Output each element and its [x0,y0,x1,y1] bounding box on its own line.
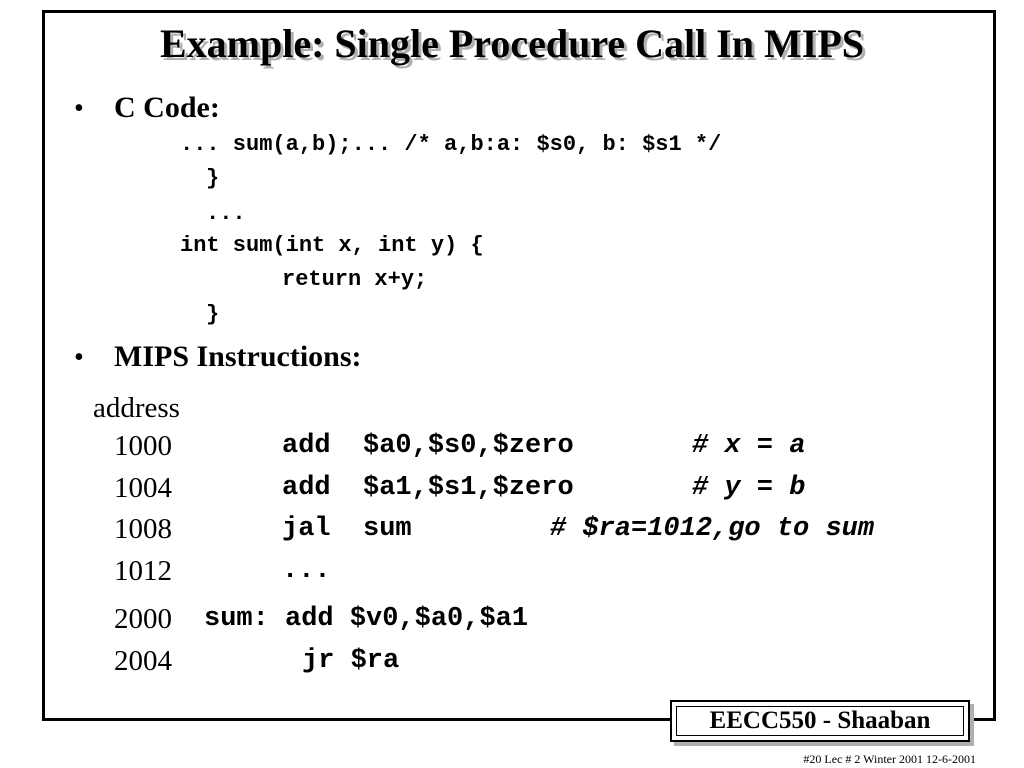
c-code-heading: C Code: [114,91,220,124]
instruction-text: jr $ra [302,646,400,676]
c-code-line: int sum(int x, int y) { [180,233,484,258]
instruction-text: sum: add $v0,$a0,$a1 [204,604,529,634]
bullet-mips: • [74,342,84,373]
address-column-label: address [93,392,180,424]
instruction-comment: # x = a [692,431,806,461]
lecture-meta: #20 Lec # 2 Winter 2001 12-6-2001 [803,752,976,766]
course-badge: EECC550 - Shaaban [670,700,970,742]
slide-title: Example: Single Procedure Call In MIPS [159,21,865,66]
c-code-line: } [206,166,220,191]
bullet-c-code: • [74,93,84,124]
mips-heading: MIPS Instructions: [114,340,362,373]
instruction-comment: # y = b [692,473,806,503]
instruction-comment: # $ra=1012,go to sum [550,514,875,544]
c-code-line: ... sum(a,b);... /* a,b:a: $s0, b: $s1 */ [180,132,722,157]
c-code-line: return x+y; [282,267,428,292]
c-code-line: ... [206,201,246,226]
instruction-address: 1008 [114,513,172,545]
instruction-text: add $a1,$s1,$zero [282,473,574,503]
c-code-line: } [206,302,220,327]
instruction-address: 2004 [114,645,172,677]
instruction-text: jal sum [282,514,412,544]
instruction-address: 1012 [114,555,172,587]
instruction-text: ... [282,556,331,586]
instruction-address: 2000 [114,603,172,635]
instruction-address: 1000 [114,430,172,462]
instruction-address: 1004 [114,472,172,504]
instruction-text: add $a0,$s0,$zero [282,431,574,461]
